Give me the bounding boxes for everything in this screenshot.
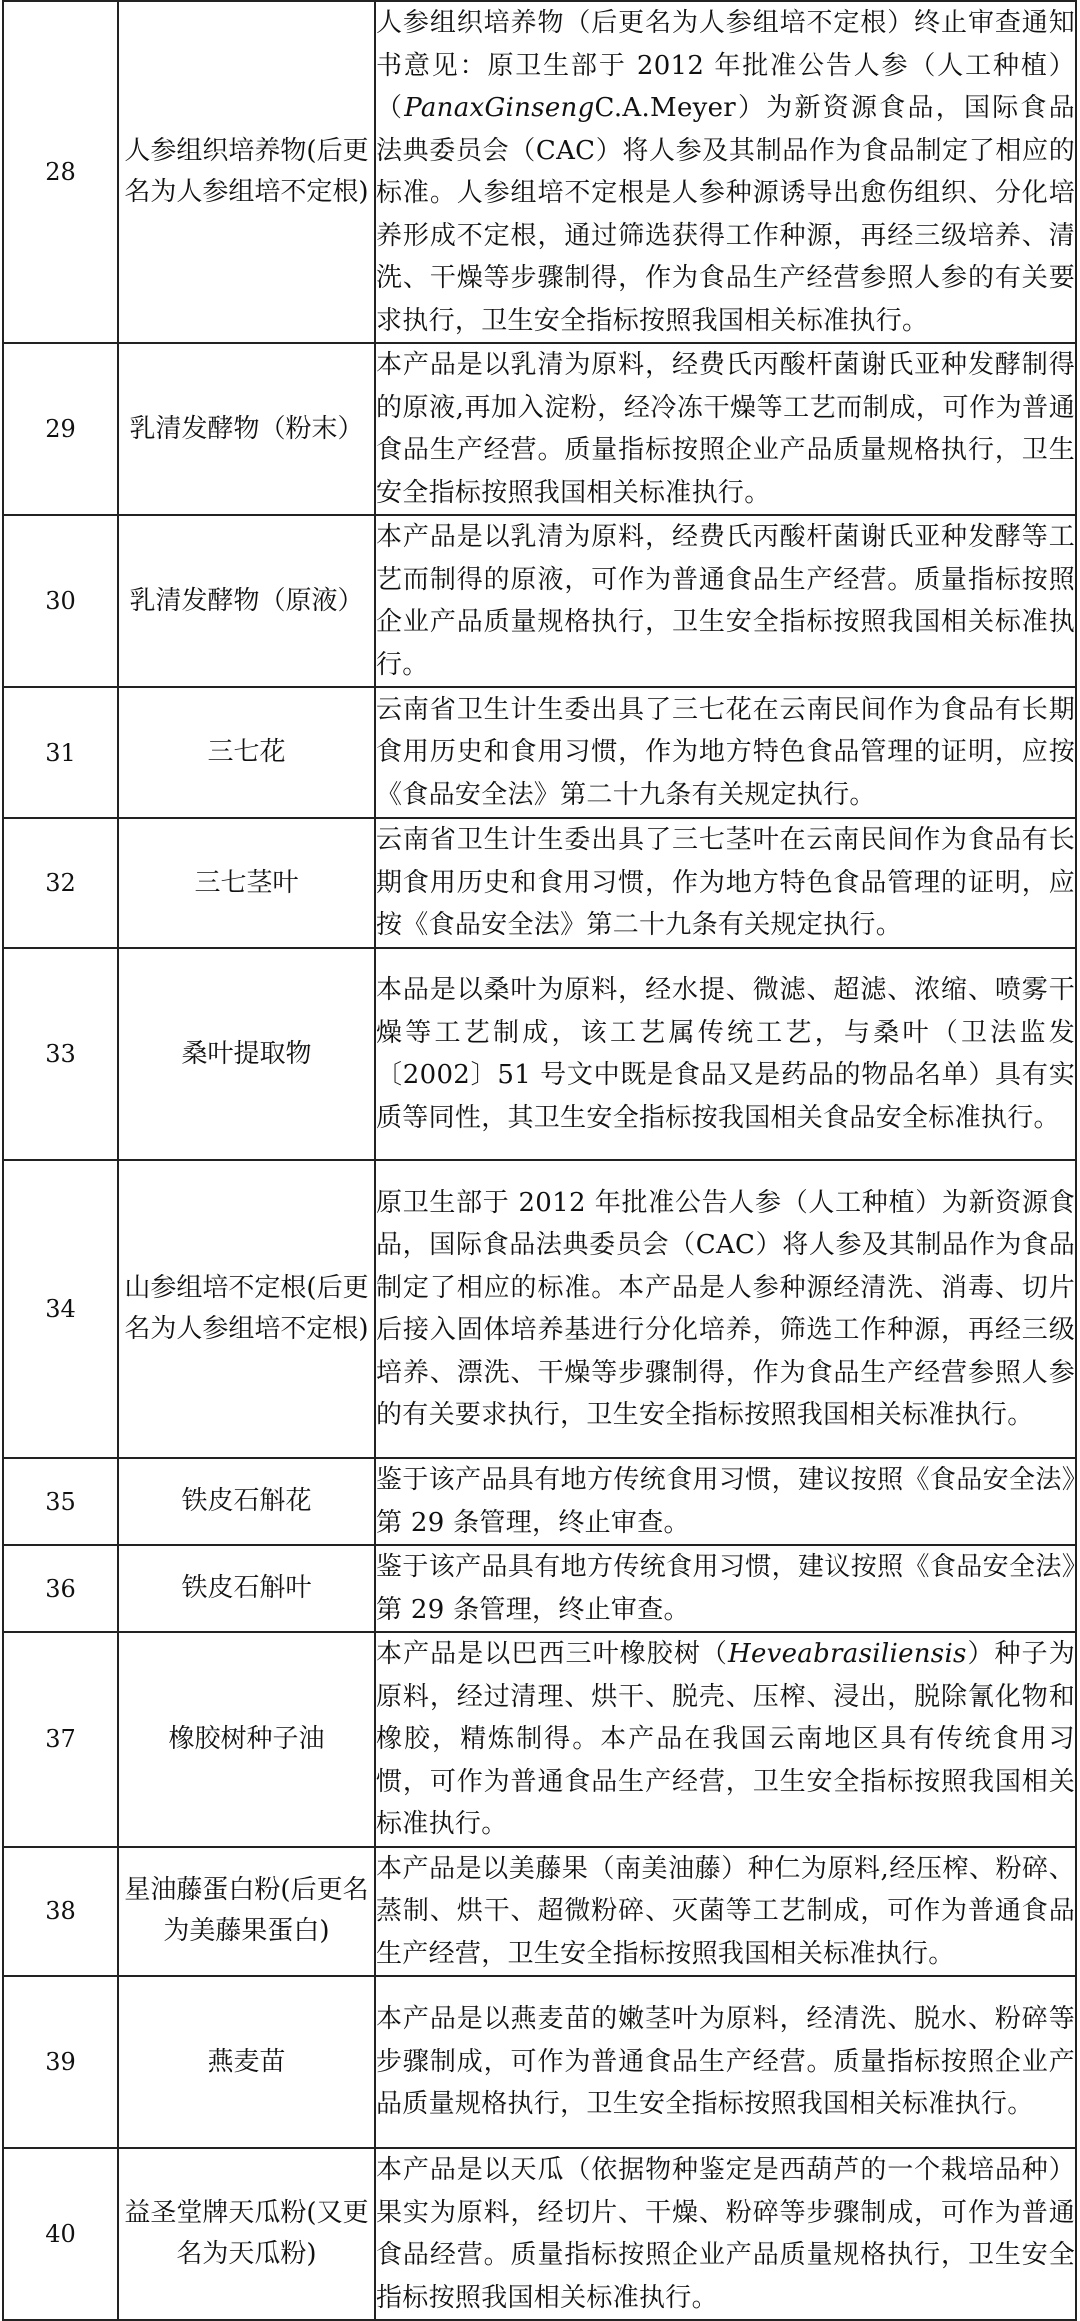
review-opinion: 本产品是以燕麦苗的嫩茎叶为原料，经清洗、脱水、粉碎等步骤制成，可作为普通食品生产经营。质量指标按照企业产品质量规格执行，卫生安全指标按照我国相关标准执行。: [375, 1976, 1076, 2148]
row-number: 37: [3, 1632, 118, 1847]
table-row: [3, 1160, 1076, 1458]
row-number: 30: [3, 515, 118, 687]
table-row: [3, 2148, 1076, 2320]
product-name: 人参组织培养物(后更名为人参组培不定根): [118, 1, 375, 343]
product-name: 三七花: [118, 687, 375, 818]
product-name: 铁皮石斛花: [118, 1458, 375, 1545]
table-row: [3, 1545, 1076, 1632]
row-number: 38: [3, 1847, 118, 1977]
review-opinion: 本产品是以乳清为原料，经费氏丙酸杆菌谢氏亚种发酵等工艺而制得的原液，可作为普通食品生产经营。质量指标按照企业产品质量规格执行，卫生安全指标按照我国相关标准执行。: [375, 515, 1076, 687]
table-row: [3, 343, 1076, 515]
product-name: 乳清发酵物（原液）: [118, 515, 375, 687]
row-number: 35: [3, 1458, 118, 1545]
table-row: [3, 1976, 1076, 2148]
table-row: [3, 1, 1076, 343]
product-name: 燕麦苗: [118, 1976, 375, 2148]
review-opinion: 人参组织培养物（后更名为人参组培不定根）终止审查通知书意见：原卫生部于 2012 年批准公告人参（人工种植）（PanaxGinsengC.A.Meyer）为新资源食品，国际食品法典委员会（CAC）将人参及其制品作为食品制定了相应的标准。人参组培不定根是人参种源诱导出愈伤组织、分化培养形成不定根，通过筛选获得工作种源，再经三级培养、清洗、干燥等步骤制得，作为食品生产经营参照人参的有关要求执行，卫生安全指标按照我国相关标准执行。: [375, 1, 1076, 343]
row-number: 32: [3, 818, 118, 948]
review-opinion: 鉴于该产品具有地方传统食用习惯，建议按照《食品安全法》第 29 条管理，终止审查。: [375, 1545, 1076, 1632]
product-name: 铁皮石斛叶: [118, 1545, 375, 1632]
product-name: 桑叶提取物: [118, 948, 375, 1160]
product-name: 益圣堂牌天瓜粉(又更名为天瓜粉): [118, 2148, 375, 2320]
row-number: 39: [3, 1976, 118, 2148]
product-name: 三七茎叶: [118, 818, 375, 948]
row-number: 34: [3, 1160, 118, 1458]
review-opinion: 鉴于该产品具有地方传统食用习惯，建议按照《食品安全法》第 29 条管理，终止审查。: [375, 1458, 1076, 1545]
row-number: 33: [3, 948, 118, 1160]
table-row: [3, 818, 1076, 948]
latin-name: PanaxGinseng: [404, 93, 595, 123]
table-row: [3, 1847, 1076, 1977]
row-number: 29: [3, 343, 118, 515]
row-number: 28: [3, 1, 118, 343]
review-opinion: 本产品是以天瓜（依据物种鉴定是西葫芦的一个栽培品种）果实为原料，经切片、干燥、粉碎等步骤制成，可作为普通食品经营。质量指标按照企业产品质量规格执行，卫生安全指标按照我国相关标准执行。: [375, 2148, 1076, 2320]
product-name: 橡胶树种子油: [118, 1632, 375, 1847]
review-opinion: 云南省卫生计生委出具了三七花在云南民间作为食品有长期食用历史和食用习惯，作为地方特色食品管理的证明，应按《食品安全法》第二十九条有关规定执行。: [375, 687, 1076, 818]
review-opinion: 本产品是以巴西三叶橡胶树（Heveabrasiliensis）种子为原料，经过清理、烘干、脱壳、压榨、浸出，脱除氰化物和橡胶，精炼制得。本产品在我国云南地区具有传统食用习惯，可作为普通食品生产经营，卫生安全指标按照我国相关标准执行。: [375, 1632, 1076, 1847]
review-table: [2, 0, 1077, 2321]
product-name: 乳清发酵物（粉末）: [118, 343, 375, 515]
product-name: 星油藤蛋白粉(后更名为美藤果蛋白): [118, 1847, 375, 1977]
review-opinion: 本品是以桑叶为原料，经水提、微滤、超滤、浓缩、喷雾干燥等工艺制成，该工艺属传统工艺，与桑叶（卫法监发〔2002〕51 号文中既是食品又是药品的物品名单）具有实质等同性，其卫生安全指标按我国相关食品安全标准执行。: [375, 948, 1076, 1160]
table-row: [3, 1632, 1076, 1847]
review-opinion: 本产品是以美藤果（南美油藤）种仁为原料,经压榨、粉碎、蒸制、烘干、超微粉碎、灭菌等工艺制成，可作为普通食品生产经营，卫生安全指标按照我国相关标准执行。: [375, 1847, 1076, 1977]
latin-name: Heveabrasiliensis: [727, 1639, 967, 1669]
review-opinion: 云南省卫生计生委出具了三七茎叶在云南民间作为食品有长期食用历史和食用习惯，作为地方特色食品管理的证明，应按《食品安全法》第二十九条有关规定执行。: [375, 818, 1076, 948]
table-row: [3, 515, 1076, 687]
row-number: 40: [3, 2148, 118, 2320]
row-number: 31: [3, 687, 118, 818]
table-row: [3, 1458, 1076, 1545]
row-number: 36: [3, 1545, 118, 1632]
table-row: [3, 948, 1076, 1160]
review-opinion: 本产品是以乳清为原料，经费氏丙酸杆菌谢氏亚种发酵制得的原液,再加入淀粉，经冷冻干燥等工艺而制成，可作为普通食品生产经营。质量指标按照企业产品质量规格执行，卫生安全指标按照我国相关标准执行。: [375, 343, 1076, 515]
table-row: [3, 687, 1076, 818]
review-opinion: 原卫生部于 2012 年批准公告人参（人工种植）为新资源食品，国际食品法典委员会（CAC）将人参及其制品作为食品制定了相应的标准。本产品是人参种源经清洗、消毒、切片后接入固体培养基进行分化培养，筛选工作种源，再经三级培养、漂洗、干燥等步骤制得，作为食品生产经营参照人参的有关要求执行，卫生安全指标按照我国相关标准执行。: [375, 1160, 1076, 1458]
product-name: 山参组培不定根(后更名为人参组培不定根): [118, 1160, 375, 1458]
